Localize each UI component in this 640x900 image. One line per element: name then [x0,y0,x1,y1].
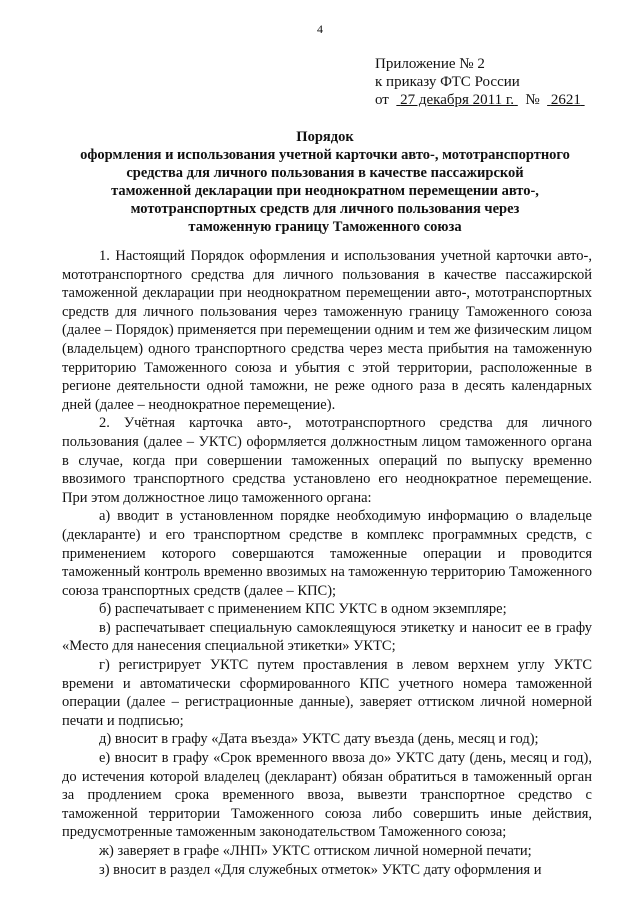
item-d: д) вносит в графу «Дата въезда» УКТС дату въезда (день, месяц и год); [99,731,539,748]
item-v: в) распечатывает специальную самоклеящуюся этикетку и наносит ее в графу «Место для нанесения специальной этикетки» УКТС; [62,619,592,655]
title-line: таможенную границу Таможенного союза [188,219,462,235]
title-line: оформления и использования учетной карточки авто-, мототранспортного [80,147,570,163]
paragraph-1: 1. Настоящий Порядок оформления и использования учетной карточки авто-, мототранспортного средства для личного пользования в качестве пассажирской таможенной декларации при неоднократном перемещении авто-, мототранспортных средств для личного пользования через таможенную границу Таможенного союза (далее – Порядок) применяется при перемещении одним и тем же физическим лицом (владельцем) одного транспортного средства через места прибытия на таможенную территорию Таможенного союза и убытия с этой территории, расположенные в регионе деятельности одной таможни, не реже одного раза в десять календарных дней (далее – неоднократное перемещение). [62,248,592,413]
title-heading: Порядок [296,129,354,145]
title-line: средства для личного пользования в качестве пассажирской [126,165,524,181]
number-label: № [525,92,540,108]
appendix-order-ref: к приказу ФТС России [375,74,520,90]
page-number: 4 [317,22,323,36]
item-b: б) распечатывает с применением КПС УКТС в одном экземпляре; [99,601,507,618]
date-prefix: от [375,92,389,108]
order-date: 27 декабря 2011 г. [400,92,515,108]
document-title [60,128,590,236]
item-e: е) вносит в графу «Срок временного ввоза до» УКТС дату (день, месяц и год), до истечения которой владелец (декларант) обязан обратиться в таможенный орган за продлением срока временного ввоза, вывезти транспортное средство с таможенной территории Таможенного союза либо совершить иные действия, предусмотренные таможенным законодательством Таможенного союза; [62,750,592,841]
order-number: 2621 [550,92,581,108]
appendix-block [375,55,585,109]
item-g: г) регистрирует УКТС путем проставления в левом верхнем углу УКТС времени и автоматически сформированного КПС учетного номера таможенной операции (далее – регистрационные данные), заверяет оттиском личной номерной печати и подписью; [62,657,592,729]
appendix-date-line [375,91,585,109]
item-a: а) вводит в установленном порядке необходимую информацию о владельце (декларанте) и его транспортном средстве в комплекс программных средств, с применением которого совершаются таможенные операции и проводится таможенный контроль временно ввозимых на таможенную территорию Таможенного союза транспортных средств (далее – КПС); [62,508,592,599]
item-z: з) вносит в раздел «Для служебных отметок» УКТС дату оформления и [99,861,542,878]
document-body [62,247,592,879]
title-line: мототранспортных средств для личного пользования через [130,201,520,217]
title-line: таможенной декларации при неоднократном перемещении авто-, [111,183,539,199]
appendix-number: Приложение № 2 [375,56,485,72]
paragraph-2: 2. Учётная карточка авто-, мототранспортного средства для личного пользования (далее – УКТС) оформляется должностным лицом таможенного органа в случае, когда при совершении таможенных операций по выпуску временно ввозимого транспортного средства установлено его неоднократное перемещение. При этом должностное лицо таможенного органа: [62,415,592,506]
item-zh: ж) заверяет в графе «ЛНП» УКТС оттиском личной номерной печати; [99,843,532,859]
